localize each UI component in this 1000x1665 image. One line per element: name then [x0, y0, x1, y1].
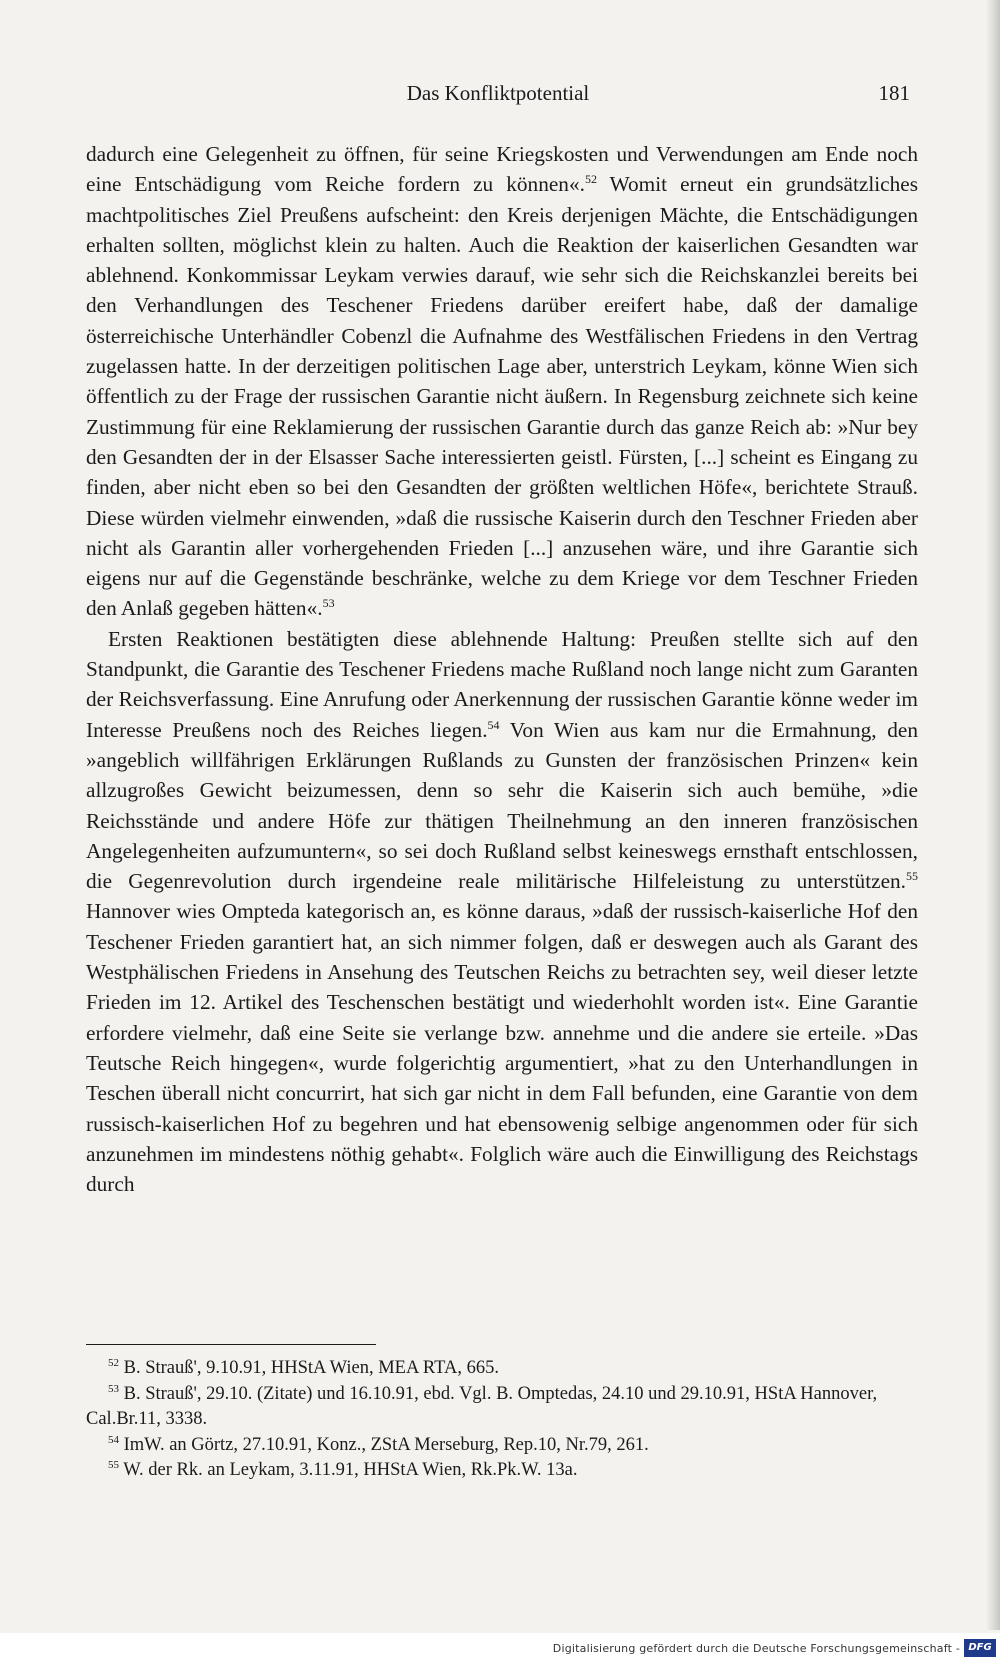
footnote-ref-54[interactable]: 54	[487, 717, 500, 732]
paragraph-2	[86, 624, 918, 1200]
paragraph-text: dadurch eine Gelegenheit zu öffnen, für seine Kriegskosten und Verwendungen am Ende noch eine Entschädigung vom Reiche fordern zu können«.	[86, 142, 918, 197]
page-edge-shadow	[986, 0, 1000, 1630]
footnote-52	[86, 1356, 918, 1382]
paragraph-1	[86, 139, 918, 624]
paragraph-text: Womit erneut ein grundsätzliches machtpolitisches Ziel Preußens aufscheint: den Kreis derjenigen Mächte, die Entschädigungen erhalten sollten, möglichst klein zu halten. Auch die Reaktion der kaiserlichen Gesandten war ablehnend. Konkommissar Leykam verwies darauf, wie sehr sich die Reichskanzlei bereits bei den Verhandlungen des Teschener Friedens darüber ereifert habe, daß der damalige österreichische Unterhändler Cobenzl die Aufnahme des Westfälischen Friedens in den Vertrag zugelassen hatte. In der derzeitigen politischen Lage aber, unterstrich Leykam, könne Wien sich öffentlich zu der Frage der russischen Garantie nicht äußern. In Regensburg zeichnete sich keine Zustimmung für eine Reklamierung der russischen Garantie durch das ganze Reich ab: »Nur bey den Gesandten der in der Elsasser Sache interessierten geistl. Fürsten, [...] scheint es Eingang zu finden, aber nicht eben so bei den Gesandten der größten weltlichen Höfe«, berichtete Strauß. Diese würden vielmehr einwenden, »daß die russische Kaiserin durch den Teschner Frieden aber nicht als Garantin aller vorhergehenden Frieden [...] anzusehen wäre, und ihre Garantie sich eigens nur auf die Gegenstände beschränke, welche zu dem Kriege vor dem Teschner Frieden den Anlaß gegeben hätten«.	[86, 172, 918, 621]
footnote-ref-52[interactable]: 52	[584, 172, 597, 187]
digitization-notice: Digitalisierung gefördert durch die Deutsche Forschungsgemeinschaft -	[552, 1642, 960, 1655]
digitization-footer	[0, 1633, 1000, 1665]
paragraph-text: Ersten Reaktionen bestätigten diese ablehnende Haltung: Preußen stellte sich auf den Standpunkt, die Garantie des Teschener Friedens mache Rußland noch lange nicht zum Garanten der Reichsverfassung. Eine Anrufung oder Anerkennung der russischen Garantie könne weder im Interesse Preußens noch des Reiches liegen.	[86, 626, 918, 742]
footnote-text: W. der Rk. an Leykam, 3.11.91, HHStA Wien, Rk.Pk.W. 13a.	[119, 1460, 578, 1480]
footnote-number: 55	[108, 1459, 119, 1471]
footnote-ref-53[interactable]: 53	[322, 596, 335, 611]
footnote-54	[86, 1433, 918, 1459]
footnote-text: B. Strauß', 29.10. (Zitate) und 16.10.91, ebd. Vgl. B. Omptedas, 24.10 und 29.10.91, HStA Hannover, Cal.Br.11, 3338.	[86, 1383, 878, 1429]
paragraph-text: Von Wien aus kam nur die Ermahnung, den »angeblich willfährigen Erklärungen Rußlands zu Gunsten der französischen Prinzen« kein allzugroßes Gewicht beizumessen, denn so sehr die Kaiserin sich auch bemühe, »die Reichsstände und andere Höfe zur thätigen Theilnehmung an den inneren französischen Angelegenheiten aufzumuntern«, so sei doch Rußland selbst keineswegs ernsthaft entschlossen, die Gegenrevolution durch irgendeine reale militärische Hilfeleistung zu unterstützen.	[86, 717, 918, 894]
body-text	[86, 139, 918, 1199]
footnote-55	[86, 1458, 918, 1484]
footnote-divider	[86, 1344, 376, 1345]
footnotes	[86, 1356, 918, 1484]
footnote-text: B. Strauß', 9.10.91, HHStA Wien, MEA RTA, 665.	[119, 1358, 499, 1378]
page-header	[86, 78, 910, 108]
dfg-logo-icon[interactable]: DFG	[964, 1639, 996, 1657]
footnote-number: 54	[108, 1433, 119, 1446]
footnote-text: ImW. an Görtz, 27.10.91, Konz., ZStA Merseburg, Rep.10, Nr.79, 261.	[119, 1434, 649, 1455]
page-number: 181	[878, 81, 910, 105]
footnote-number: 52	[108, 1357, 119, 1369]
running-title: Das Konfliktpotential	[406, 81, 590, 105]
footnote-ref-55[interactable]: 55	[906, 869, 918, 884]
footnote-53	[86, 1382, 918, 1433]
footnote-number: 53	[108, 1382, 119, 1395]
paragraph-text: Hannover wies Ompteda kategorisch an, es könne daraus, »daß der russisch-kaiserliche Hof den Teschener Frieden garantiert hat, an sich nimmer folgen, daß er deswegen auch als Garant des Westphälischen Friedens in Ansehung des Teutschen Reichs zu betrachten sey, weil dieser letzte Frieden im 12. Artikel des Teschenschen bestätigt und wiederhohlt worden ist«. Eine Garantie erfordere vielmehr, daß eine Seite sie verlange bzw. annehme und die andere sie erteile. »Das Teutsche Reich hingegen«, wurde folgerichtig argumentiert, »hat zu den Unterhandlungen in Teschen überall nicht concurrirt, hat sich gar nicht in dem Fall befunden, eine Garantie von dem russisch-kaiserlichen Hof zu begehren und hat ebensowenig selbige angenommen oder für sich anzunehmen im mindestens nöthig gehabt«. Folglich wäre auch die Einwilligung des Reichstags durch	[86, 899, 918, 1197]
